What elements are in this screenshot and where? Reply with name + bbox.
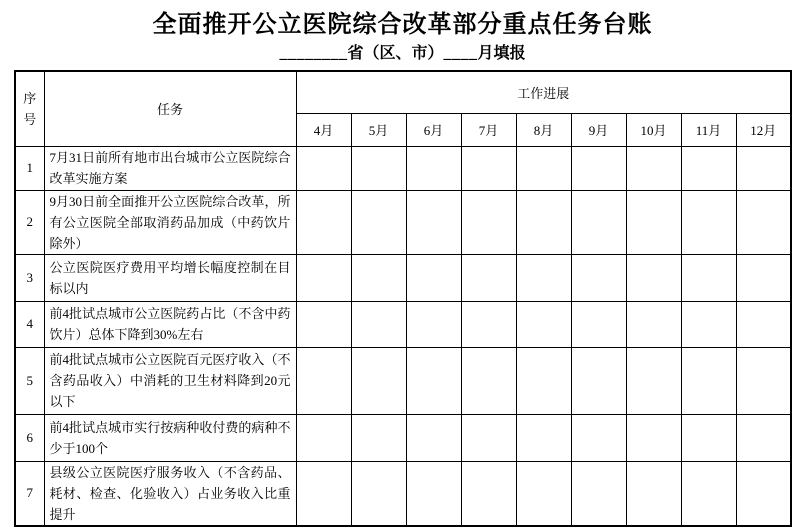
document-page (0, 9, 805, 528)
table-row (15, 414, 791, 461)
row-index: 6 (15, 414, 44, 461)
col-header-task: 任务 (44, 71, 296, 146)
progress-cell[interactable] (571, 347, 626, 414)
progress-cell[interactable] (681, 301, 736, 347)
progress-cell[interactable] (681, 254, 736, 301)
progress-cell[interactable] (296, 254, 351, 301)
task-ledger-table (14, 70, 792, 527)
progress-cell[interactable] (516, 146, 571, 190)
task-cell: 7月31日前所有地市出台城市公立医院综合改革实施方案 (44, 146, 296, 190)
month-header-may: 5月 (351, 113, 406, 146)
progress-cell[interactable] (461, 414, 516, 461)
progress-cell[interactable] (681, 190, 736, 254)
task-cell: 前4批试点城市公立医院药占比（不含中药饮片）总体下降到30%左右 (44, 301, 296, 347)
progress-cell[interactable] (736, 461, 791, 526)
task-cell: 县级公立医院医疗服务收入（不含药品、耗材、检查、化验收入）占业务收入比重提升 (44, 461, 296, 526)
progress-cell[interactable] (406, 254, 461, 301)
progress-cell[interactable] (351, 301, 406, 347)
progress-cell[interactable] (406, 414, 461, 461)
progress-cell[interactable] (516, 301, 571, 347)
progress-cell[interactable] (296, 347, 351, 414)
progress-cell[interactable] (296, 146, 351, 190)
progress-cell[interactable] (736, 146, 791, 190)
table-row (15, 254, 791, 301)
progress-cell[interactable] (406, 190, 461, 254)
progress-cell[interactable] (626, 347, 681, 414)
month-header-jun: 6月 (406, 113, 461, 146)
progress-cell[interactable] (406, 461, 461, 526)
progress-cell[interactable] (736, 301, 791, 347)
table-row (15, 301, 791, 347)
progress-cell[interactable] (626, 301, 681, 347)
progress-cell[interactable] (571, 190, 626, 254)
table-row (15, 146, 791, 190)
month-header-nov: 11月 (681, 113, 736, 146)
progress-cell[interactable] (516, 461, 571, 526)
progress-cell[interactable] (571, 254, 626, 301)
table-row (15, 190, 791, 254)
progress-cell[interactable] (516, 190, 571, 254)
row-index: 2 (15, 190, 44, 254)
row-index: 3 (15, 254, 44, 301)
task-cell: 9月30日前全面推开公立医院综合改革，所有公立医院全部取消药品加成（中药饮片除外） (44, 190, 296, 254)
report-month-label: 月填报 (477, 45, 526, 62)
progress-cell[interactable] (516, 254, 571, 301)
progress-cell[interactable] (351, 254, 406, 301)
progress-cell[interactable] (681, 347, 736, 414)
progress-cell[interactable] (681, 461, 736, 526)
subtitle-line (0, 43, 805, 65)
progress-cell[interactable] (626, 190, 681, 254)
province-blank-field[interactable]: ________ (279, 45, 348, 62)
month-header-apr: 4月 (296, 113, 351, 146)
month-header-oct: 10月 (626, 113, 681, 146)
progress-cell[interactable] (406, 146, 461, 190)
table-row (15, 347, 791, 414)
province-label: 省（区、市） (347, 45, 444, 62)
task-cell: 前4批试点城市实行按病种收付费的病种不少于100个 (44, 414, 296, 461)
progress-cell[interactable] (351, 347, 406, 414)
progress-cell[interactable] (626, 414, 681, 461)
task-cell: 公立医院医疗费用平均增长幅度控制在目标以内 (44, 254, 296, 301)
progress-cell[interactable] (571, 414, 626, 461)
progress-cell[interactable] (681, 414, 736, 461)
month-header-aug: 8月 (516, 113, 571, 146)
progress-cell[interactable] (736, 190, 791, 254)
progress-cell[interactable] (736, 414, 791, 461)
progress-cell[interactable] (681, 146, 736, 190)
progress-cell[interactable] (351, 461, 406, 526)
progress-cell[interactable] (461, 461, 516, 526)
progress-cell[interactable] (461, 254, 516, 301)
month-header-dec: 12月 (736, 113, 791, 146)
col-header-index: 序号 (15, 71, 44, 146)
progress-cell[interactable] (461, 301, 516, 347)
progress-cell[interactable] (626, 461, 681, 526)
task-cell: 前4批试点城市公立医院百元医疗收入（不含药品收入）中消耗的卫生材料降到20元以下 (44, 347, 296, 414)
progress-cell[interactable] (626, 146, 681, 190)
progress-cell[interactable] (516, 347, 571, 414)
row-index: 5 (15, 347, 44, 414)
progress-cell[interactable] (461, 190, 516, 254)
progress-cell[interactable] (736, 254, 791, 301)
row-index: 1 (15, 146, 44, 190)
month-blank-field[interactable]: ____ (443, 45, 478, 62)
progress-cell[interactable] (571, 461, 626, 526)
progress-cell[interactable] (516, 414, 571, 461)
progress-cell[interactable] (296, 414, 351, 461)
progress-cell[interactable] (461, 146, 516, 190)
col-header-progress: 工作进展 (296, 71, 791, 113)
progress-cell[interactable] (351, 146, 406, 190)
progress-cell[interactable] (406, 301, 461, 347)
month-header-sep: 9月 (571, 113, 626, 146)
month-header-jul: 7月 (461, 113, 516, 146)
progress-cell[interactable] (406, 347, 461, 414)
progress-cell[interactable] (571, 301, 626, 347)
progress-cell[interactable] (351, 190, 406, 254)
progress-cell[interactable] (351, 414, 406, 461)
progress-cell[interactable] (736, 347, 791, 414)
progress-cell[interactable] (461, 347, 516, 414)
progress-cell[interactable] (571, 146, 626, 190)
page-title: 全面推开公立医院综合改革部分重点任务台账 (152, 12, 653, 38)
progress-cell[interactable] (296, 190, 351, 254)
table-row (15, 461, 791, 526)
row-index: 7 (15, 461, 44, 526)
row-index: 4 (15, 301, 44, 347)
progress-cell[interactable] (296, 301, 351, 347)
progress-cell[interactable] (296, 461, 351, 526)
progress-cell[interactable] (626, 254, 681, 301)
